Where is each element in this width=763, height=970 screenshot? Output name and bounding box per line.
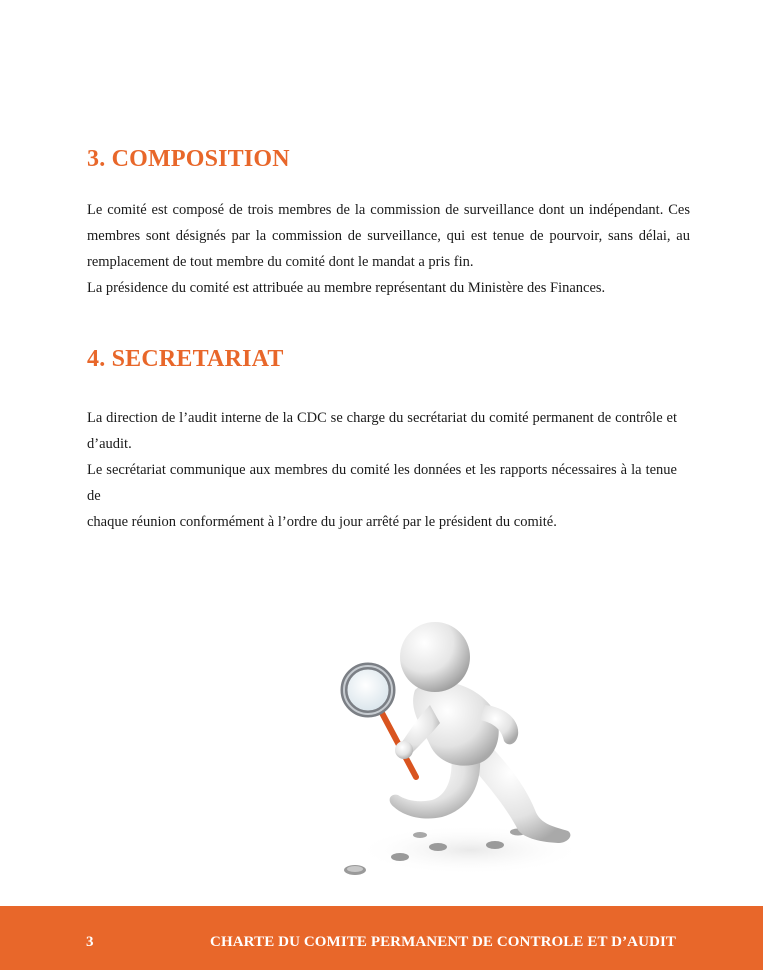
- paragraph-line: membres sont désignés par la commission de surveillance, qui est tenue de pourvoir, sans délai, au: [87, 228, 690, 244]
- paragraph-line: remplacement de tout membre du comité dont le mandat a pris fin.: [87, 254, 474, 270]
- page-number: 3: [86, 934, 94, 950]
- paragraph-line: chaque réunion conformément à l’ordre du jour arrêté par le président du comité.: [87, 514, 557, 530]
- magnifier-figure-icon: [320, 595, 580, 885]
- paragraph-line: La direction de l’audit interne de la CDC se charge du secrétariat du comité permanent de contrôle et: [87, 410, 677, 426]
- paragraph-line: Le comité est composé de trois membres de la commission de surveillance dont un indépendant. Ces: [87, 202, 690, 218]
- paragraph-line: Le secrétariat communique aux membres du comité les données et les rapports nécessaires à la tenue de: [87, 462, 677, 504]
- section-heading: 3. COMPOSITION: [87, 146, 290, 172]
- section-paragraph: [87, 197, 690, 301]
- footer-title: CHARTE DU COMITE PERMANENT DE CONTROLE ET D’AUDIT: [210, 934, 676, 950]
- section-heading: 4. SECRETARIAT: [87, 346, 284, 372]
- paragraph-line: La présidence du comité est attribuée au membre représentant du Ministère des Finances.: [87, 280, 606, 296]
- section-paragraph: [87, 405, 677, 535]
- paragraph-line: d’audit.: [87, 436, 132, 452]
- page-footer: [0, 906, 763, 970]
